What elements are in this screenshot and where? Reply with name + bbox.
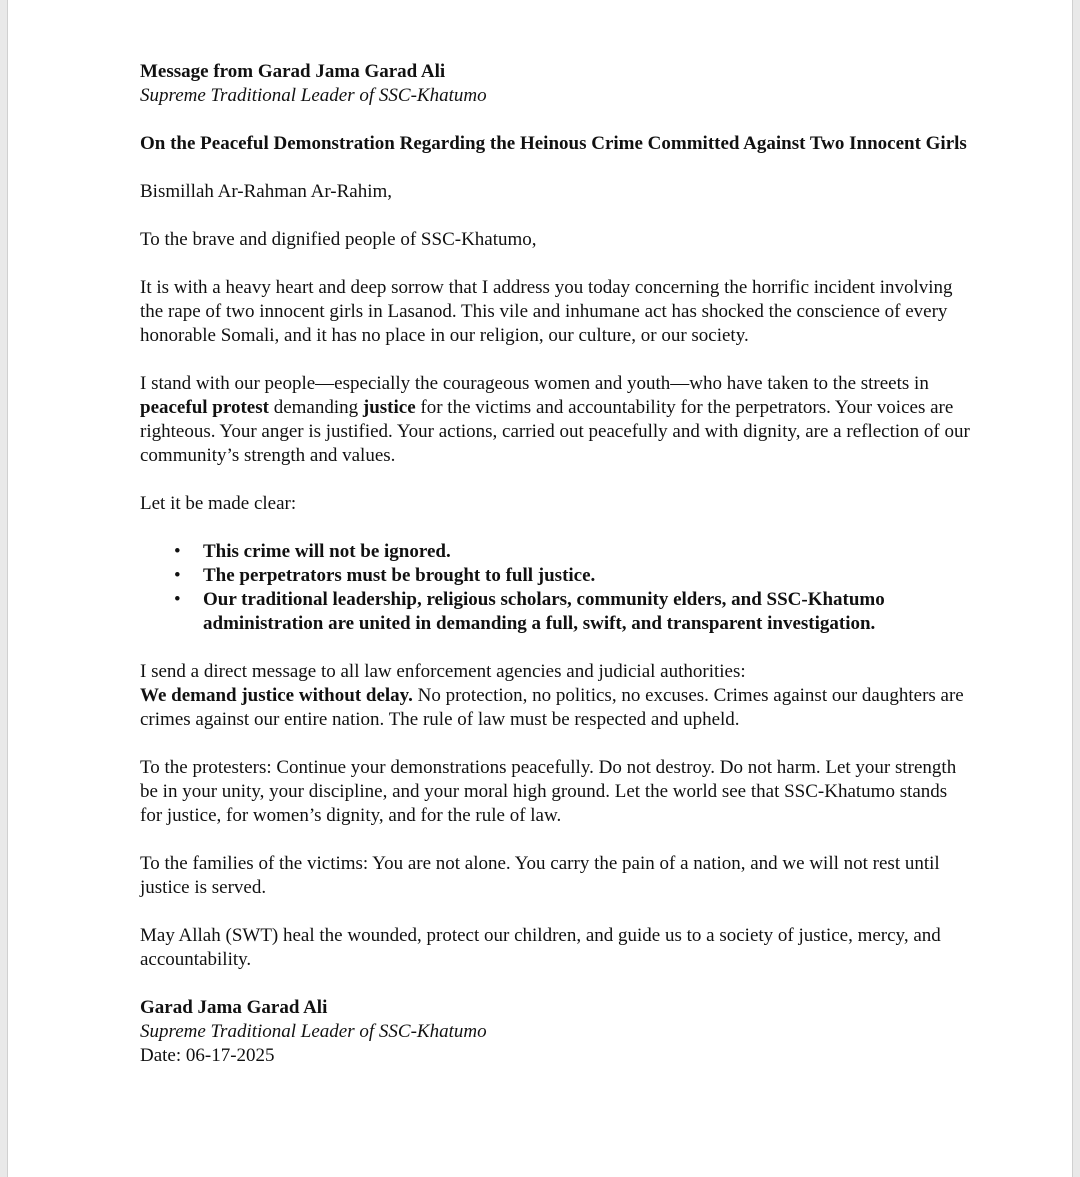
signature-date: Date: 06-17-2025 (140, 1045, 275, 1066)
paragraph-6: May Allah (SWT) heal the wounded, protect our children, and guide us to a society of justice, mercy, and accountability. (140, 925, 941, 970)
letter-subtitle: Supreme Traditional Leader of SSC-Khatumo (140, 85, 487, 106)
bullet-icon: • (174, 565, 181, 586)
paragraph-4: To the protesters: Continue your demonstrations peacefully. Do not destroy. Do not harm. Let your strength be in your unity, your discipline, and your moral high ground. Let the world see that SSC-Khatumo stands for justice, for women’s dignity, and for the rule of law. (140, 757, 957, 826)
letter-title: Message from Garad Jama Garad Ali (140, 61, 446, 82)
paragraph-3-bold: We demand justice without delay. (140, 685, 413, 706)
document-page (8, 0, 1072, 1177)
demands-list (140, 540, 970, 636)
signature-title: Supreme Traditional Leader of SSC-Khatumo (140, 1021, 487, 1042)
list-item-text: Our traditional leadership, religious scholars, community elders, and SSC-Khatumo administration are united in demanding a full, swift, and transparent investigation. (203, 589, 885, 634)
paragraph-3-line-1: I send a direct message to all law enforcement agencies and judicial authorities: (140, 661, 746, 682)
paragraph-3 (140, 660, 970, 732)
paragraph-2-text-a: I stand with our people—especially the courageous women and youth—who have taken to the streets in (140, 373, 929, 394)
paragraph-2-bold-a: peaceful protest (140, 397, 269, 418)
list-item (140, 540, 970, 564)
salutation: To the brave and dignified people of SSC-Khatumo, (140, 229, 537, 250)
bullet-icon: • (174, 541, 181, 562)
paragraph-2-bold-b: justice (362, 397, 416, 418)
paragraph-3-rest: No protection, no politics, no excuses. Crimes against our daughters are crimes against our entire nation. The rule of law must be respected and upheld. (140, 685, 964, 730)
paragraph-2-text-c: for the victims and accountability for the perpetrators. Your voices are righteous. Your anger is justified. Your actions, carried out peacefully and with dignity, are a reflection of our community’s strength and values. (140, 397, 970, 466)
letter-body (140, 60, 970, 1068)
paragraph-2-text-b: demanding (268, 397, 363, 418)
lead-text: Let it be made clear: (140, 493, 297, 514)
paragraph-5: To the families of the victims: You are not alone. You carry the pain of a nation, and we will not rest until justice is served. (140, 853, 940, 898)
greeting: Bismillah Ar-Rahman Ar-Rahim, (140, 181, 393, 202)
list-item (140, 564, 970, 588)
list-item (140, 588, 970, 636)
list-item-text: This crime will not be ignored. (203, 541, 451, 562)
letter-subject: On the Peaceful Demonstration Regarding the Heinous Crime Committed Against Two Innocent Girls (140, 133, 967, 154)
signature-name: Garad Jama Garad Ali (140, 997, 328, 1018)
bullet-icon: • (174, 589, 181, 610)
list-item-text: The perpetrators must be brought to full justice. (203, 565, 596, 586)
paragraph-2 (140, 372, 970, 468)
paragraph-1: It is with a heavy heart and deep sorrow that I address you today concerning the horrific incident involving the rape of two innocent girls in Lasanod. This vile and inhumane act has shocked the conscience of every honorable Somali, and it has no place in our religion, our culture, or our society. (140, 277, 953, 346)
